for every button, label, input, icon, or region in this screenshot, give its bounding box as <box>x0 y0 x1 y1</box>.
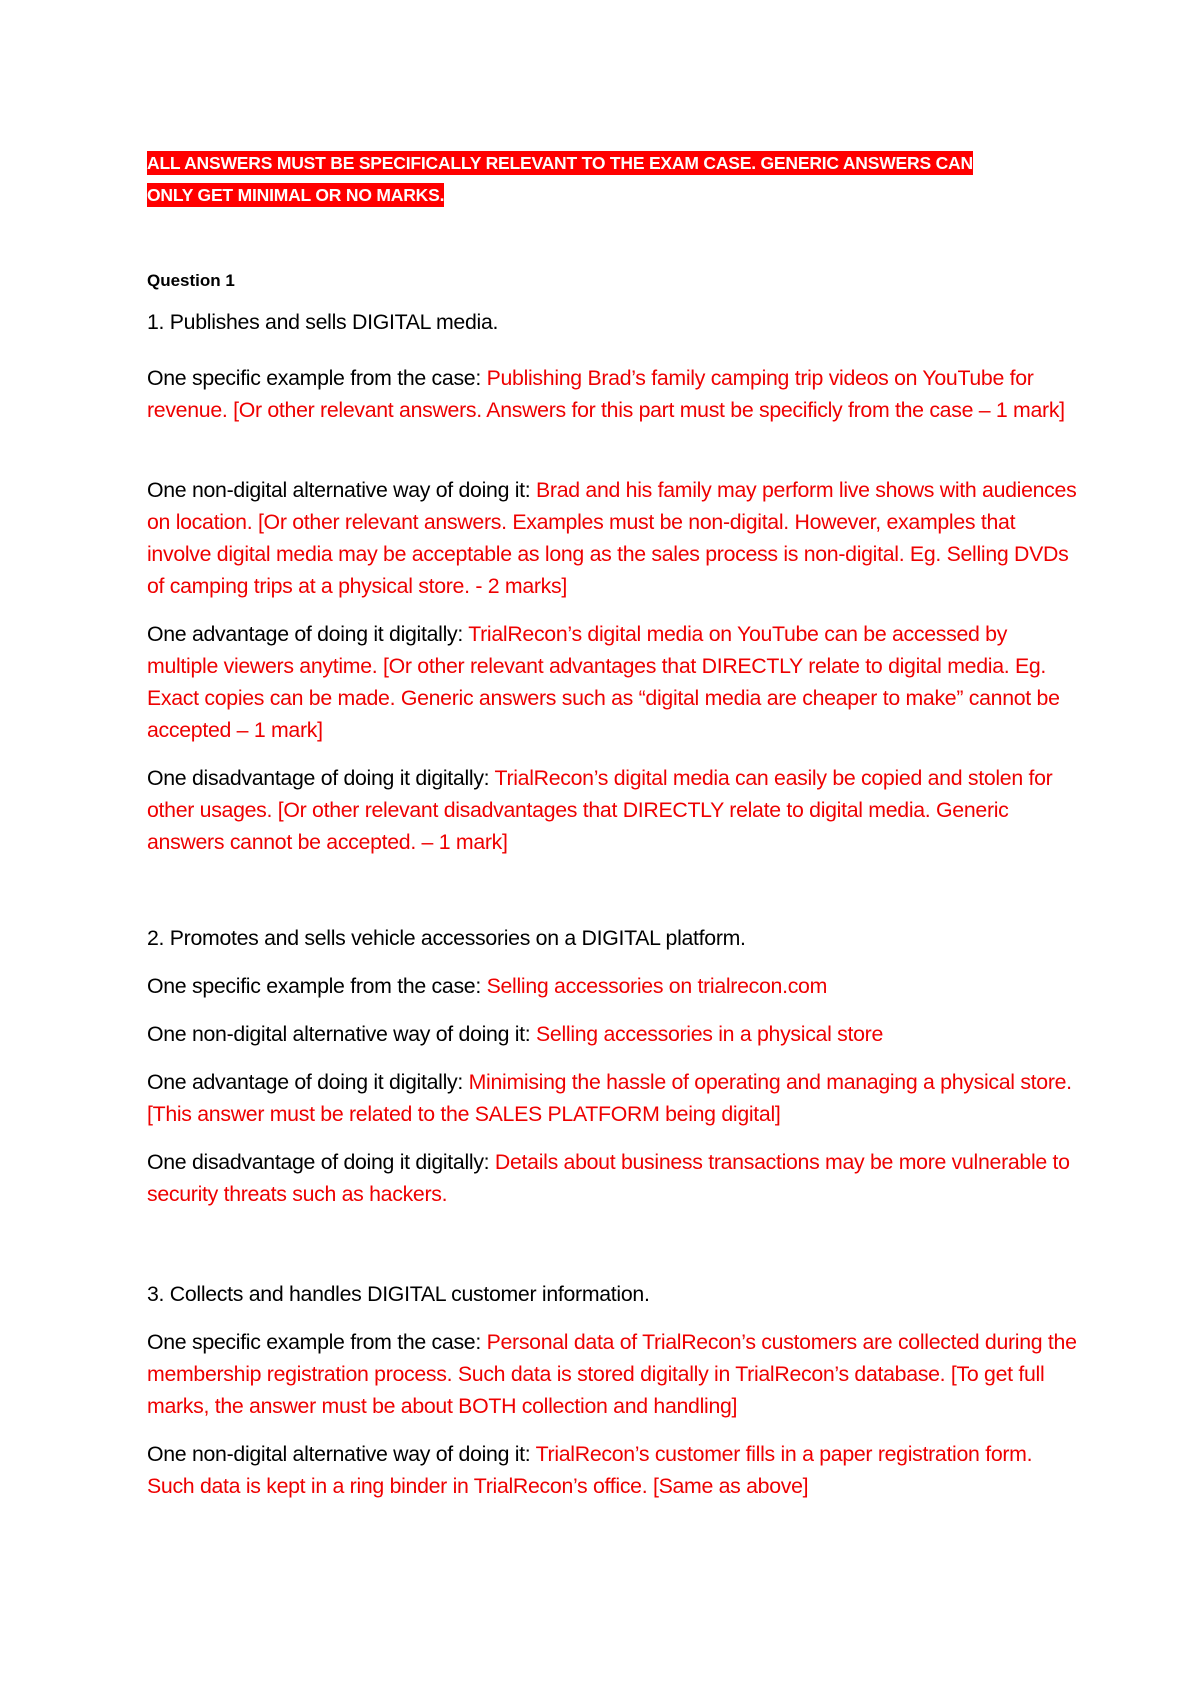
section-2 <box>147 922 1077 954</box>
section-heading: 2. Promotes and sells vehicle accessories on a DIGITAL platform. <box>147 926 746 950</box>
row-label: One specific example from the case: <box>147 1330 487 1354</box>
row-answer: Selling accessories in a physical store <box>536 1022 883 1046</box>
section-1-row-alternative <box>147 474 1077 602</box>
row-answer: Personal data of TrialRecon’s customers are collected during the membership registration process. Such data is stored digitally in TrialRecon’s database. [To get full marks, the answer must be about BOTH collection and handling] <box>147 1330 1077 1418</box>
section-3 <box>147 1278 1077 1310</box>
row-answer: Selling accessories on trialrecon.com <box>486 974 828 998</box>
marking-notice <box>147 147 1027 211</box>
section-3-row-example <box>147 1326 1077 1422</box>
section-heading: 1. Publishes and sells DIGITAL media. <box>147 310 499 334</box>
section-2-row-example <box>147 970 1077 1002</box>
row-answer: TrialRecon’s digital media on YouTube can be accessed by multiple viewers anytime. [Or other relevant advantages that DIRECTLY relate to digital media. Eg. Exact copies can be made. Generic answers such as “digital media are cheaper to make” cannot be accepted – 1 mark] <box>147 622 1060 742</box>
row-label: One non-digital alternative way of doing it: <box>147 1442 536 1466</box>
row-label: One disadvantage of doing it digitally: <box>147 766 495 790</box>
row-label: One advantage of doing it digitally: <box>147 622 469 646</box>
row-answer: Brad and his family may perform live shows with audiences on location. [Or other relevant answers. Examples must be non-digital. However, examples that involve digital media may be acceptable as long as the sales process is non-digital. Eg. Selling DVDs of camping trips at a physical store. - 2 marks] <box>147 478 1077 598</box>
row-label: One non-digital alternative way of doing it: <box>147 1022 537 1046</box>
section-heading: 3. Collects and handles DIGITAL customer information. <box>147 1282 650 1306</box>
section-2-row-alternative <box>147 1018 1077 1050</box>
section-1-row-advantage <box>147 618 1077 746</box>
notice-line-2: ONLY GET MINIMAL OR NO MARKS. <box>147 185 445 205</box>
row-label: One advantage of doing it digitally: <box>147 1070 469 1094</box>
row-answer: TrialRecon’s digital media can easily be copied and stolen for other usages. [Or other relevant disadvantages that DIRECTLY relate to digital media. Generic answers cannot be accepted. – 1 mark] <box>147 766 1053 854</box>
section-2-row-disadvantage <box>147 1146 1077 1210</box>
section-1 <box>147 306 1077 338</box>
section-1-row-disadvantage <box>147 762 1077 858</box>
notice-line-1: ALL ANSWERS MUST BE SPECIFICALLY RELEVANT TO THE EXAM CASE. GENERIC ANSWERS CAN <box>147 153 973 173</box>
row-answer: Minimising the hassle of operating and managing a physical store. [This answer must be related to the SALES PLATFORM being digital] <box>147 1070 1072 1126</box>
row-answer: Details about business transactions may be more vulnerable to security threats such as hackers. <box>147 1150 1070 1206</box>
row-label: One specific example from the case: <box>147 366 487 390</box>
section-3-row-alternative <box>147 1438 1077 1502</box>
row-label: One non-digital alternative way of doing it: <box>147 478 537 502</box>
row-answer: TrialRecon’s customer fills in a paper registration form. Such data is kept in a ring binder in TrialRecon’s office. [Same as above] <box>147 1442 1033 1498</box>
section-2-row-advantage <box>147 1066 1077 1130</box>
question-title: Question 1 <box>147 271 235 290</box>
row-label: One specific example from the case: <box>147 974 487 998</box>
section-1-row-example <box>147 362 1077 426</box>
row-answer: Publishing Brad’s family camping trip videos on YouTube for revenue. [Or other relevant answers. Answers for this part must be specificly from the case – 1 mark] <box>147 366 1065 422</box>
row-label: One disadvantage of doing it digitally: <box>147 1150 495 1174</box>
